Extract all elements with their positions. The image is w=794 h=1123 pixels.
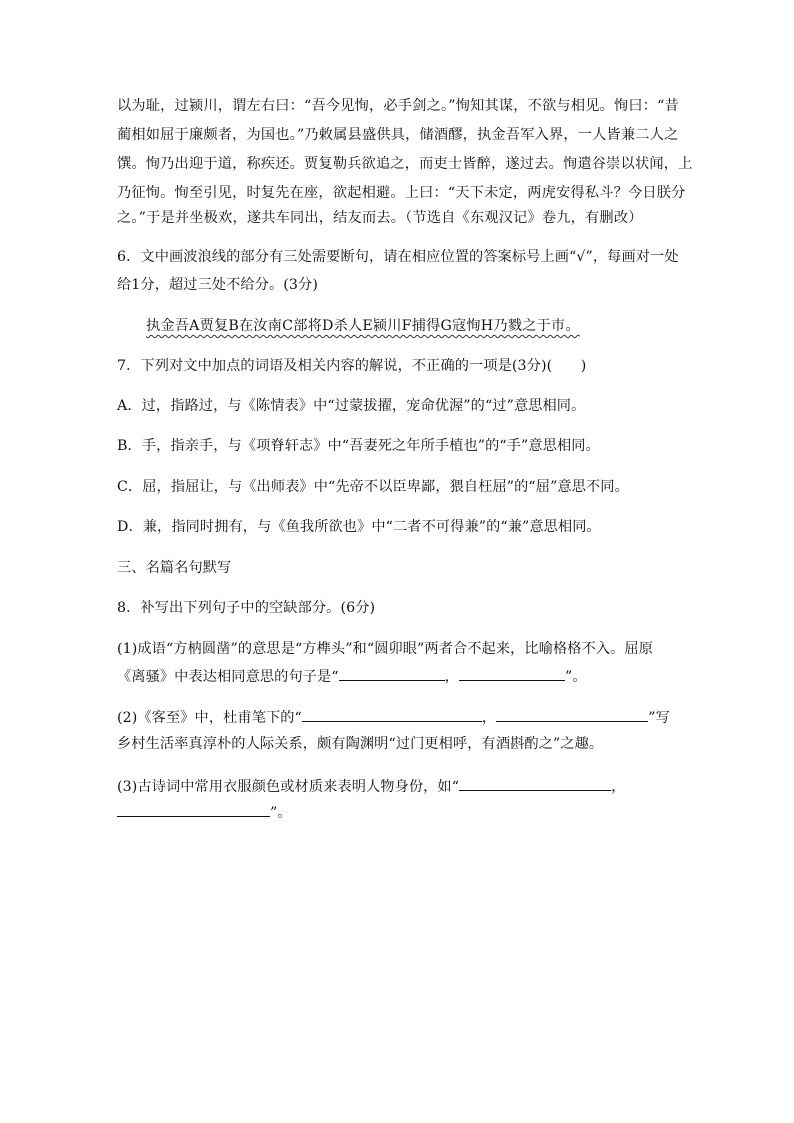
answer-blank[interactable] [117,801,270,817]
answer-blank[interactable] [496,706,648,722]
answer-blank[interactable] [339,665,445,681]
answer-blank[interactable] [459,775,611,791]
question-6-stem-cont: 给1分，超过三处不给分。(3分) [117,277,318,293]
passage-line: 之。”于是并坐极欢，遂共车同出，结友而去。（节选自《东观汉记》卷九，有删改） [117,210,643,226]
prompt-text: (3)古诗词中常用衣服颜色或材质来表明人物身份，如“ [117,779,460,795]
prompt-text: 《离骚》中表达相同意思的句子是“ [117,669,339,685]
option-c: C．屈，指屈让，与《出师表》中“先帝不以臣卑鄙，猥自枉屈”的“屈”意思不同。 [117,479,629,495]
question-7-stem: 7．下列对文中加点的词语及相关内容的解说，不正确的一项是(3分)( ) [117,358,587,374]
passage-line: 以为耻，过颍川，谓左右曰：“吾今见恂，必手剑之。”恂知其谋，不欲与相见。恂曰：“昔 [117,98,679,114]
question-8-stem: 8．补写出下列句子中的空缺部分。(6分) [117,600,376,616]
section-heading: 三、名篇名句默写 [117,560,232,576]
option-d: D．兼，指同时拥有，与《鱼我所欲也》中“二者不可得兼”的“兼”意思相同。 [117,519,601,535]
passage-line: 乃征恂。恂至引见，时复先在座，欲起相避。上曰：“天下未定，两虎安得私斗？今日朕分 [117,185,686,201]
question-8-part-3-cont [117,801,292,822]
answer-blank[interactable] [302,706,482,722]
answer-blank[interactable] [459,665,565,681]
closing-quote: ”。 [270,805,292,821]
prompt-text: (2)《客至》中，杜甫笔下的“ [117,710,302,726]
separator: ， [444,669,459,685]
wavy-line-sentence [146,315,580,335]
question-8-part-1: (1)成语“方枘圆凿”的意思是“方榫头”和“圆卯眼”两者合不起来，比喻格格不入。屈原 [117,641,654,657]
separator: ， [481,710,497,726]
option-b: B．手，指亲手，与《项脊轩志》中“吾妻死之年所手植也”的“手”意思相同。 [117,438,600,454]
question-8-part-1-cont [117,665,587,686]
separator: ， [611,779,626,795]
option-a: A．过，指路过，与《陈情表》中“过蒙拔擢，宠命优渥”的“过”意思相同。 [117,398,586,414]
passage-line: 馔。恂乃出迎于道，称疾还。贾复勒兵欲追之，而吏士皆醉，遂过去。恂遣谷崇以状闻，上 [117,156,693,172]
passage-line: 蔺相如屈于廉颇者，为国也。”乃敕属县盛供具，储酒醪，执金吾军入界，一人皆兼二人之 [117,127,679,143]
question-8-part-3 [117,775,625,796]
closing-quote: ”写 [648,710,670,726]
question-6-stem: 6．文中画波浪线的部分有三处需要断句，请在相应位置的答案标号上画“√”，每画对一处 [117,249,679,265]
wavy-underlined-text: 执金吾A贾复B在汝南C部将D杀人E颍川F捕得G寇恂H乃戮之于市。 [146,318,580,334]
question-8-part-2-cont: 乡村生活率真淳朴的人际关系，颇有陶渊明“过门更相呼，有酒斟酌之”之趣。 [117,736,604,752]
question-8-part-2 [117,706,670,727]
closing-quote: ”。 [564,669,587,685]
